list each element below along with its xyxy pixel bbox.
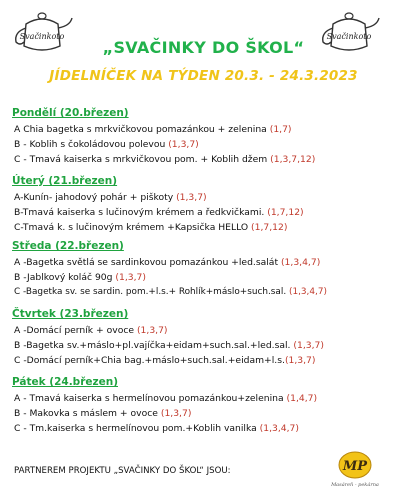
partners-footer: PARTNEREM PROJEKTU „SVAČINKY DO ŠKOL“ JSOU: bbox=[14, 466, 231, 476]
day-heading: Úterý (21.březen) bbox=[12, 175, 118, 187]
menu-item: B - Makovka s máslem + ovoce (1,3,7) bbox=[14, 408, 192, 419]
day-friday bbox=[12, 376, 404, 436]
menu-item: C - Tm.kaiserka s hermelínovou pom.+Koblih vanilka (1,3,4,7) bbox=[14, 423, 299, 434]
day-heading: Čtvrtek (23.březen) bbox=[12, 308, 129, 320]
page-title: „SVAČINKY DO ŠKOL“ bbox=[102, 38, 305, 57]
menu-week-subtitle: JÍDELNÍČEK NA TÝDEN 20.3. - 24.3.2023 bbox=[49, 68, 358, 84]
menu-item: A Chia bagetka s mrkvičkovou pomazánkou + zelenina (1,7) bbox=[14, 124, 292, 135]
partner-logo-caption: Masáreň - pekárna bbox=[331, 482, 379, 488]
menu-item: A -Bagetka světlá se sardinkovou pomazánkou +led.salát (1,3,4,7) bbox=[14, 257, 321, 268]
allergens: (1,3,7) bbox=[284, 355, 316, 366]
logo-text: Svačinkoto bbox=[326, 32, 372, 41]
allergens: (1,3,4,7) bbox=[288, 287, 327, 297]
menu-item: B -Bagetka sv.+máslo+pl.vajíčka+eidam+such.sal.+led.sal. (1,3,7) bbox=[14, 340, 324, 351]
day-monday bbox=[12, 107, 404, 167]
allergens: (1,3,7) bbox=[115, 272, 146, 283]
partner-logo-initials: MP bbox=[342, 459, 368, 474]
allergens: (1,3,4,7) bbox=[280, 257, 321, 268]
day-wednesday bbox=[12, 240, 404, 300]
menu-item: A-Kunín- jahodový pohár + piškoty (1,3,7) bbox=[14, 192, 207, 203]
allergens: (1,4,7) bbox=[286, 393, 318, 404]
allergens: (1,7,12) bbox=[267, 207, 304, 218]
allergens: (1,3,7) bbox=[160, 408, 192, 419]
menu-item: C - Tmavá kaiserka s mrkvičkovou pom. + Koblih džem (1,3,7,12) bbox=[14, 154, 316, 165]
partner-logo bbox=[331, 449, 379, 491]
menu-item: B -Jablkový koláč 90g (1,3,7) bbox=[14, 272, 146, 283]
menu-item: C -Domácí perník+Chia bag.+máslo+such.sal.+eidam+l.s.(1,3,7) bbox=[14, 355, 316, 366]
allergens: (1,3,7) bbox=[136, 325, 168, 336]
menu-item: B-Tmavá kaiserka s lučinovým krémem a ředkvičkami. (1,7,12) bbox=[14, 207, 304, 218]
allergens: (1,7) bbox=[269, 124, 292, 135]
allergens: (1,3,7) bbox=[176, 192, 207, 203]
menu-item: B - Koblih s čokoládovou polevou (1,3,7) bbox=[14, 139, 199, 150]
menu-item: A -Domácí perník + ovoce (1,3,7) bbox=[14, 325, 168, 336]
menu-item: C-Tmavá k. s lučinovým krémem +Kapsička HELLO (1,7,12) bbox=[14, 222, 288, 233]
allergens: (1,3,7) bbox=[168, 139, 199, 150]
allergens: (1,3,7) bbox=[293, 340, 324, 351]
day-heading: Pátek (24.březen) bbox=[12, 376, 118, 388]
day-heading: Středa (22.březen) bbox=[12, 240, 124, 252]
menu-item: A - Tmavá kaiserka s hermelínovou pomazánkou+zelenina (1,4,7) bbox=[14, 393, 318, 404]
allergens: (1,3,7,12) bbox=[270, 154, 316, 165]
allergens: (1,7,12) bbox=[251, 222, 288, 233]
day-tuesday bbox=[12, 175, 404, 235]
allergens: (1,3,4,7) bbox=[259, 423, 299, 434]
day-thursday bbox=[12, 308, 404, 368]
logo-text: Svačinkoto bbox=[19, 32, 65, 41]
day-heading: Pondělí (20.březen) bbox=[12, 107, 129, 119]
menu-item: C -Bagetka sv. se sardin. pom.+l.s.+ Rohlík+máslo+such.sal. (1,3,4,7) bbox=[14, 287, 327, 297]
